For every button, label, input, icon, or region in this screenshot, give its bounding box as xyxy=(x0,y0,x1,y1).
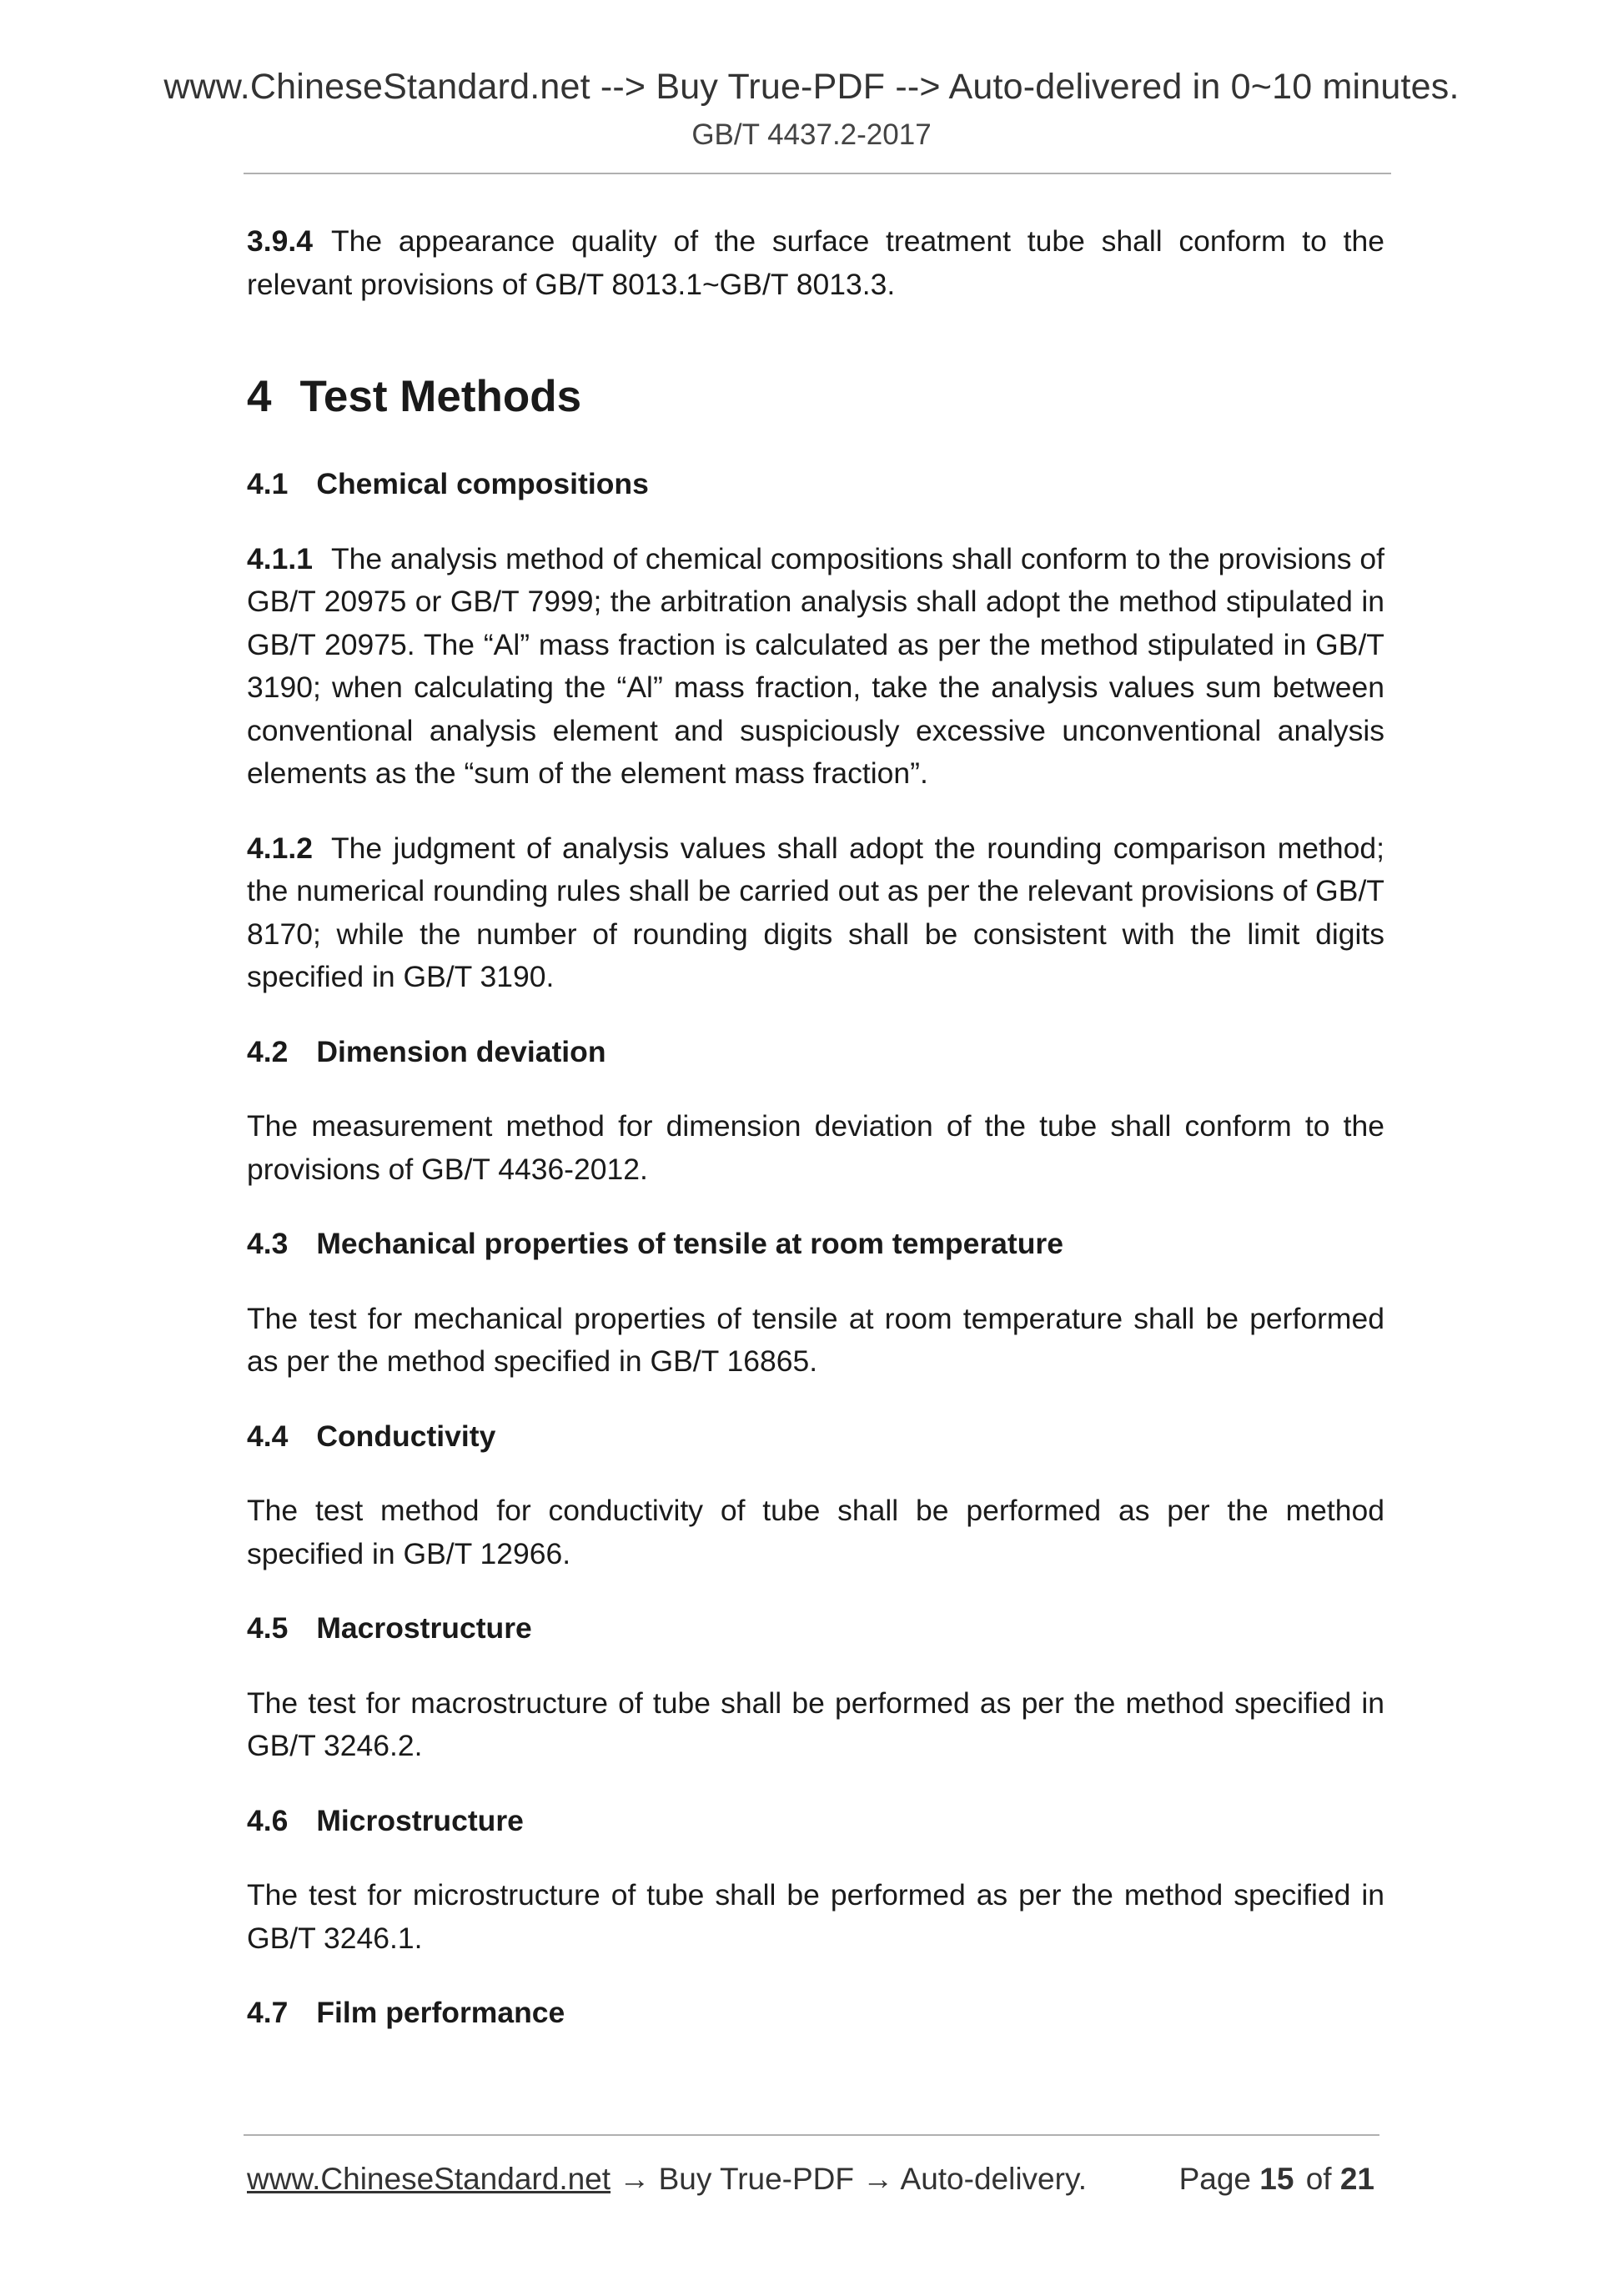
section-title: Dimension deviation xyxy=(316,1034,606,1068)
document-body xyxy=(247,220,1384,2067)
section-4-2-text: The measurement method for dimension deviation of the tube shall conform to the provisions of GB/T 4436-2012. xyxy=(247,1109,1384,1186)
of-label: of xyxy=(1305,2162,1332,2196)
section-4-7-heading xyxy=(247,1992,1384,2035)
footer-left xyxy=(247,2158,1087,2200)
section-number: 4.5 xyxy=(247,1611,289,1645)
page-header xyxy=(0,62,1623,157)
section-4-5-heading xyxy=(247,1607,1384,1650)
page-number xyxy=(1176,2158,1374,2200)
clause-text: The appearance quality of the surface treatment tube shall conform to the relevant provisions of GB/T 8013.1~GB/T 8013.3. xyxy=(247,224,1384,301)
clause-number: 4.1.2 xyxy=(247,831,313,865)
page-label: Page xyxy=(1178,2162,1251,2196)
header-divider xyxy=(244,173,1391,174)
section-number: 4.6 xyxy=(247,1803,289,1837)
clause-3-9-4 xyxy=(247,220,1384,306)
clause-number: 3.9.4 xyxy=(247,224,313,258)
chapter-number: 4 xyxy=(247,372,272,421)
section-4-1-heading xyxy=(247,463,1384,506)
clause-text: The analysis method of chemical compositions shall conform to the provisions of GB/T 20975 or GB/T 7999; the arbitration analysis shall adopt the method stipulated in GB/T 20975. The “Al” mass fraction is calculated as per the method stipulated in GB/T 3190; when calculating the “Al” mass fraction, take the analysis values sum between conventional analysis element and suspiciously excessive unconventional analysis elements as the “sum of the element mass fraction”. xyxy=(247,541,1384,790)
section-4-3-text: The test for mechanical properties of tensile at room temperature shall be performed as per the method specified in GB/T 16865. xyxy=(247,1301,1384,1378)
section-number: 4.3 xyxy=(247,1227,289,1260)
section-number: 4.4 xyxy=(247,1419,289,1453)
section-4-5-text: The test for macrostructure of tube shall be performed as per the method specified in GB/T 3246.2. xyxy=(247,1686,1384,1762)
section-title: Mechanical properties of tensile at room temperature xyxy=(316,1227,1063,1260)
section-number: 4.7 xyxy=(247,1996,289,2029)
header-banner: www.ChineseStandard.net --> Buy True-PDF --> Auto-delivered in 0~10 minutes. xyxy=(163,67,1460,107)
clause-text: The judgment of analysis values shall adopt the rounding comparison method; the numerical rounding rules shall be carried out as per the relevant provisions of GB/T 8170; while the number of rounding digits shall be consistent with the limit digits specified in GB/T 3190. xyxy=(247,831,1384,993)
total-pages: 21 xyxy=(1339,2162,1374,2196)
clause-4-1-1 xyxy=(247,538,1384,796)
chapter-4-heading xyxy=(247,369,1384,425)
footer-website-link[interactable]: www.ChineseStandard.net xyxy=(247,2162,611,2196)
section-4-4-heading xyxy=(247,1415,1384,1459)
section-number: 4.1 xyxy=(247,467,289,500)
footer-tagline: → Buy True-PDF → Auto-delivery. xyxy=(611,2162,1087,2196)
section-title: Film performance xyxy=(316,1996,565,2029)
section-4-2-heading xyxy=(247,1031,1384,1074)
clause-4-1-2 xyxy=(247,827,1384,999)
section-4-6-text: The test for microstructure of tube shall be performed as per the method specified in GB/T 3246.1. xyxy=(247,1878,1384,1955)
section-4-6-heading xyxy=(247,1800,1384,1843)
section-title: Conductivity xyxy=(316,1419,496,1453)
section-4-3-heading xyxy=(247,1223,1384,1266)
current-page: 15 xyxy=(1259,2162,1294,2196)
header-document-id: GB/T 4437.2-2017 xyxy=(691,118,932,151)
section-title: Chemical compositions xyxy=(316,467,649,500)
section-title: Microstructure xyxy=(316,1803,524,1837)
clause-number: 4.1.1 xyxy=(247,541,313,575)
chapter-title: Test Methods xyxy=(299,372,582,421)
section-number: 4.2 xyxy=(247,1034,289,1068)
footer-divider xyxy=(244,2134,1379,2136)
section-4-4-text: The test method for conductivity of tube shall be performed as per the method specified in GB/T 12966. xyxy=(247,1494,1384,1570)
section-title: Macrostructure xyxy=(316,1611,532,1645)
